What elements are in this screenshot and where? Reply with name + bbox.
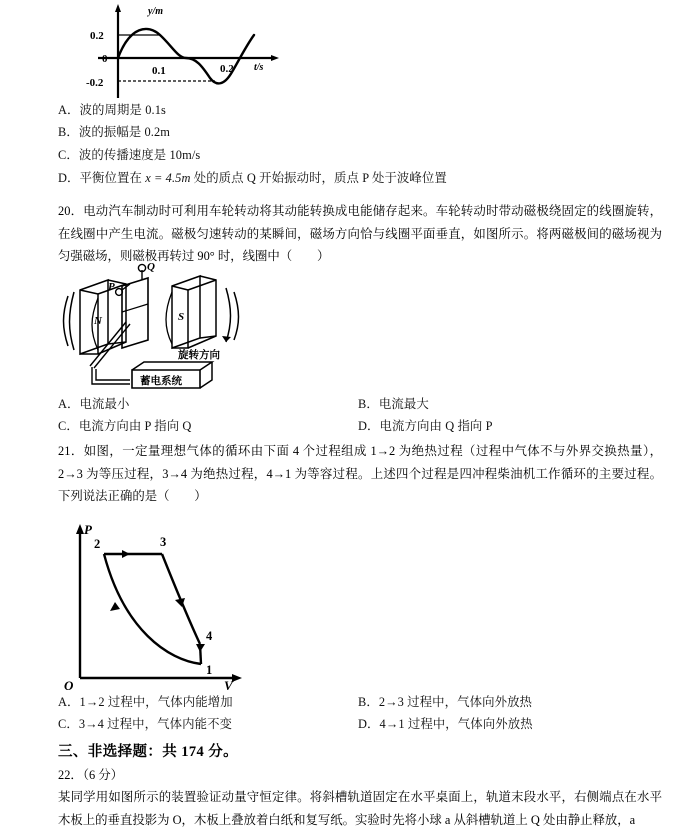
q19-option-a-text: 波的周期是 [79,103,146,117]
q20-option-c[interactable] [58,416,358,437]
q19-option-a-key: A． [58,103,80,117]
q22-number: 22．（6 分） [58,768,124,782]
q20-options-row-2 [58,416,662,437]
pv-x-axis-label: V [224,678,233,690]
wave-y-axis-label: y/m [148,6,163,17]
q22-text: 某同学用如图所示的装置验证动量守恒定律。将斜槽轨道固定在水平桌面上，轨道末段水平，右侧端点在水平木板上的垂直投影为 O，木板上叠放着白纸和复写纸。实验时先将小球 a 从斜槽轨道上 Q 处由静止释放，a [58,790,662,827]
q20-option-d[interactable] [358,416,658,437]
q19-option-c-text: 波的传播速度是 [78,148,170,162]
section-3-heading: 三、非选择题：共 174 分。 [58,744,238,760]
wave-ytick-0.2: 0.2 [90,30,104,42]
wave-x-axis-label: t/s [254,62,264,73]
q21-options-row-1 [58,692,662,713]
pv-point-1-label: 1 [206,663,213,677]
q20-option-b-text: 电流最大 [378,397,429,411]
q21-options-row-2 [58,714,662,735]
q19-option-c-key: C． [58,148,79,162]
rotation-direction-label: 旋转方向 [178,349,220,361]
q20-option-c-key: C． [58,419,79,433]
q20-option-b[interactable] [358,394,658,415]
q19-option-c[interactable] [58,145,200,166]
wave-xtick-0.1: 0.1 [152,65,166,77]
q21-stem-text: 如图，一定量理想气体的循环由下面 4 个过程组成 1→2 为绝热过程（过程中气体不与外界交换热量），2→3 为等压过程，3→4 为绝热过程，4→1 为等容过程。上述四个过程是四冲程柴油机工作循环的主要过程。下列说法正确的是（ ） [58,444,662,503]
q19-option-d-text-post: 处的质点 Q 开始振动时，质点 P 处于波峰位置 [190,171,447,185]
q20-option-b-key: B． [358,397,379,411]
q19-option-a-row [58,100,662,121]
q19-option-d[interactable] [58,168,447,189]
pv-diagram-svg [58,518,298,690]
wave-graph-figure [60,2,300,100]
wave-xtick-0.2: 0.2 [220,63,234,75]
q19-option-b-row [58,122,662,143]
q19-option-a[interactable] [58,100,166,121]
q19-option-b-key: B． [58,125,79,139]
q21-option-d-key: D． [358,717,380,731]
wave-ytick-neg0.2: -0.2 [86,77,104,89]
q19-option-c-value: 10m/s [169,148,201,162]
q19-option-b[interactable] [58,122,170,143]
q20-options-row-1 [58,394,662,415]
q21-option-d-text: 4→1 过程中，气体向外放热 [379,717,533,731]
q20-option-a-text: 电流最小 [79,397,130,411]
magnet-pole-s-label: S [178,311,185,323]
q20-number: 20． [58,204,84,218]
q21-option-c-key: C． [58,717,79,731]
pv-origin-label: O [64,678,74,690]
q20-stem-text: 电动汽车制动时可利用车轮转动将其动能转换成电能储存起来。车轮转动时带动磁极绕固定的线圈旋转，在线圈中产生电流。磁极匀速转动的某瞬间，磁场方向恰与线圈平面垂直，如图所示。将两磁极间的磁场视为匀强磁场，则磁极再转过 90° 时，线圈中（ ） [58,204,663,263]
coil-terminal-p-label: P [108,281,115,293]
q21-option-d[interactable] [358,714,658,735]
q19-option-d-value: x = 4.5m [145,171,191,185]
q19-option-d-text: 平衡位置在 [79,171,146,185]
q20-option-a[interactable] [58,394,358,415]
q19-option-c-row [58,145,662,166]
pv-diagram-figure [58,518,298,690]
q20-option-d-text: 电流方向由 Q 指向 P [379,419,493,433]
q21-option-b-key: B． [358,695,379,709]
wave-ytick-0: 0 [102,53,108,65]
q21-option-b-text: 2→3 过程中，气体向外放热 [378,695,533,709]
pv-y-axis-label: P [84,522,92,537]
q20-option-a-key: A． [58,397,80,411]
q21-option-c[interactable] [58,714,358,735]
q19-option-b-value: 0.2m [144,125,171,139]
q21-option-a-text: 1→2 过程中，气体内能增加 [79,695,233,709]
q21-option-b[interactable] [358,692,658,713]
battery-system-label: 蓄电系统 [140,375,182,387]
magnet-coil-figure [60,262,350,390]
pv-point-3-label: 3 [160,535,167,549]
q19-option-d-key: D． [58,171,80,185]
q20-option-d-key: D． [358,419,380,433]
q19-option-d-row [58,168,662,189]
coil-terminal-q-label: Q [147,262,155,273]
q21-option-a-key: A． [58,695,80,709]
q19-option-a-value: 0.1s [145,103,166,117]
q21-stem [58,440,662,508]
pv-point-2-label: 2 [94,537,101,551]
q21-option-c-text: 3→4 过程中，气体内能不变 [78,717,233,731]
q21-option-a[interactable] [58,692,358,713]
wave-graph-svg [60,2,300,100]
magnet-coil-svg [60,262,350,390]
q20-option-c-text: 电流方向由 P 指向 Q [78,419,192,433]
q19-option-b-text: 波的振幅是 [78,125,145,139]
magnet-pole-n-label: N [94,315,102,327]
q21-number: 21． [58,444,84,458]
q20-stem [58,200,662,268]
pv-point-4-label: 4 [206,629,213,643]
